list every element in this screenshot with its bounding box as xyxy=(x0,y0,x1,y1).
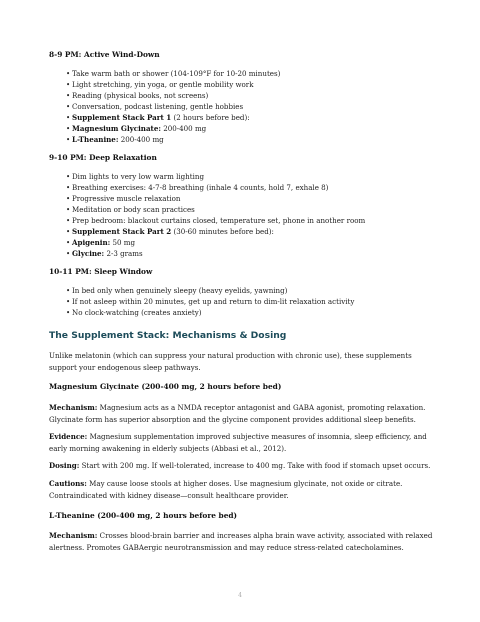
section-title: The Supplement Stack: Mechanisms & Dosing xyxy=(49,330,287,341)
theanine-heading: L-Theanine (200-400 mg, 2 hours before bed) xyxy=(49,511,238,520)
magnesium-dosing: Dosing: Start with 200 mg. If well-tolerated, increase to 400 mg. Take with food if stomach upset occurs. xyxy=(49,461,431,470)
list-item: • Glycine: 2-3 grams xyxy=(66,249,143,258)
list-item: • Meditation or body scan practices xyxy=(66,205,195,214)
section-heading-wind-down: 8-9 PM: Active Wind-Down xyxy=(49,50,160,59)
section-heading-deep-relaxation: 9-10 PM: Deep Relaxation xyxy=(49,153,157,162)
list-item: • Supplement Stack Part 2 (30-60 minutes before bed): xyxy=(66,227,274,236)
list-item: • Dim lights to very low warm lighting xyxy=(66,172,204,181)
intro-paragraph: Unlike melatonin (which can suppress your natural production with chronic use), these supplements support your endogenous sleep pathways. xyxy=(49,351,412,373)
list-item: • If not asleep within 20 minutes, get up and return to dim-lit relaxation activity xyxy=(66,297,355,306)
list-item: • Light stretching, yin yoga, or gentle mobility work xyxy=(66,80,254,89)
theanine-mechanism: Mechanism: Crosses blood-brain barrier and increases alpha brain wave activity, associated with relaxed alertness. Promotes GABAergic neurotransmission and may reduce stress-related catecholamines. xyxy=(49,531,433,553)
list-item: • Magnesium Glycinate: 200-400 mg xyxy=(66,124,207,133)
list-item: • Progressive muscle relaxation xyxy=(66,194,181,203)
list-item: • Supplement Stack Part 1 (2 hours before bed): xyxy=(66,113,250,122)
magnesium-mechanism: Mechanism: Magnesium acts as a NMDA receptor antagonist and GABA agonist, promoting relaxation. Glycinate form has superior absorption and the glycine component provides additional sleep benefits. xyxy=(49,403,426,425)
section-heading-sleep-window: 10-11 PM: Sleep Window xyxy=(49,267,153,276)
list-item: • Prep bedroom: blackout curtains closed, temperature set, phone in another room xyxy=(66,216,366,225)
list-item: • Apigenin: 50 mg xyxy=(66,238,136,247)
page-number: 4 xyxy=(238,592,242,599)
list-item: • In bed only when genuinely sleepy (heavy eyelids, yawning) xyxy=(66,286,288,295)
magnesium-evidence: Evidence: Magnesium supplementation improved subjective measures of insomnia, sleep efficiency, and early morning awakening in elderly subjects (Abbasi et al., 2012). xyxy=(49,432,427,454)
magnesium-cautions: Cautions: May cause loose stools at higher doses. Use magnesium glycinate, not oxide or citrate. Contraindicated with kidney disease—consult healthcare provider. xyxy=(49,479,403,501)
list-item: • Breathing exercises: 4-7-8 breathing (inhale 4 counts, hold 7, exhale 8) xyxy=(66,183,329,192)
list-item: • No clock-watching (creates anxiety) xyxy=(66,308,202,317)
magnesium-heading: Magnesium Glycinate (200-400 mg, 2 hours before bed) xyxy=(49,382,282,391)
list-item: • Reading (physical books, not screens) xyxy=(66,91,209,100)
list-item: • Conversation, podcast listening, gentle hobbies xyxy=(66,102,244,111)
list-item: • Take warm bath or shower (104-109°F for 10-20 minutes) xyxy=(66,69,281,78)
list-item: • L-Theanine: 200-400 mg xyxy=(66,135,164,144)
